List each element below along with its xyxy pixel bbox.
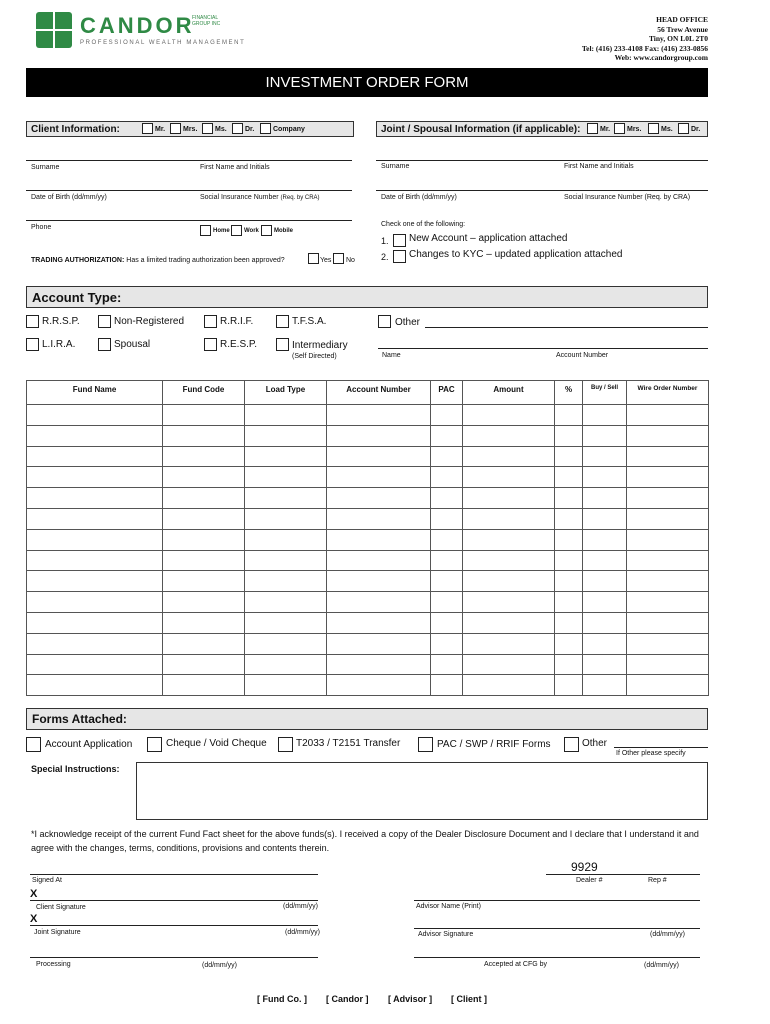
non-registered-label: Non-Registered	[114, 316, 185, 327]
fund-table-cell[interactable]	[431, 425, 463, 446]
client-mr-checkbox[interactable]	[142, 123, 153, 134]
fund-table-cell[interactable]	[27, 633, 163, 654]
new-account-label: New Account – application attached	[409, 233, 568, 244]
fund-table-cell[interactable]	[583, 550, 627, 571]
joint-surname-label: Surname	[381, 163, 410, 170]
client-mr-label: Mr.	[155, 126, 166, 133]
table-row	[27, 405, 709, 426]
trading-yes-checkbox[interactable]	[308, 253, 319, 264]
fund-table-cell[interactable]	[245, 488, 327, 509]
fund-table-cell[interactable]	[163, 405, 245, 426]
fund-table-cell[interactable]	[583, 467, 627, 488]
joint-mr-checkbox[interactable]	[587, 123, 598, 134]
processing-line[interactable]	[30, 957, 318, 958]
trading-no-label: No	[346, 257, 355, 264]
col-buy-sell: Buy / Sell	[583, 381, 627, 405]
advisor-name-label: Advisor Name (Print)	[416, 903, 481, 910]
fund-table-cell[interactable]	[463, 592, 555, 613]
fund-table-cell[interactable]	[431, 654, 463, 675]
fund-table-cell[interactable]	[327, 654, 431, 675]
fund-table-cell[interactable]	[245, 425, 327, 446]
fund-table-cell[interactable]	[463, 675, 555, 696]
client-dr-checkbox[interactable]	[232, 123, 243, 134]
fund-table-cell[interactable]	[327, 612, 431, 633]
dealer-label: Dealer #	[576, 877, 603, 884]
processing-label: Processing	[36, 961, 71, 968]
col-percent: %	[555, 381, 583, 405]
fund-table-cell[interactable]	[163, 425, 245, 446]
signed-at-label: Signed At	[32, 877, 62, 884]
fund-table-cell[interactable]	[431, 571, 463, 592]
phone-home-label: Home	[213, 228, 230, 234]
client-dr-label: Dr.	[245, 126, 255, 133]
client-dob-label: Date of Birth (dd/mm/yy)	[31, 194, 107, 201]
pac-swp-label: PAC / SWP / RRIF Forms	[437, 739, 551, 750]
fund-table-cell[interactable]	[463, 529, 555, 550]
resp-checkbox[interactable]	[204, 338, 217, 351]
joint-name-line[interactable]	[376, 160, 708, 161]
lira-label: L.I.R.A.	[42, 339, 76, 350]
fund-table-cell[interactable]	[163, 467, 245, 488]
fund-table-cell[interactable]	[555, 571, 583, 592]
fund-table-cell[interactable]	[555, 550, 583, 571]
accepted-line[interactable]	[414, 957, 700, 958]
col-wire-order: Wire Order Number	[627, 381, 709, 405]
fund-table-cell[interactable]	[627, 550, 709, 571]
other-form-note: If Other please specify	[616, 750, 686, 757]
fund-table-cell[interactable]	[463, 550, 555, 571]
fund-table-cell[interactable]	[327, 633, 431, 654]
other-form-line[interactable]	[614, 747, 708, 748]
fund-table-cell[interactable]	[245, 592, 327, 613]
client-phone-line[interactable]	[26, 220, 352, 221]
forms-attached-bar	[26, 708, 708, 730]
phone-work-checkbox[interactable]	[231, 225, 242, 236]
fund-table-cell[interactable]	[27, 675, 163, 696]
client-ms-label: Ms.	[215, 126, 227, 133]
col-pac: PAC	[431, 381, 463, 405]
fund-table-cell[interactable]	[27, 592, 163, 613]
signed-at-line[interactable]	[30, 874, 318, 875]
fund-table-cell[interactable]	[327, 550, 431, 571]
processing-date-label: (dd/mm/yy)	[202, 962, 237, 969]
fund-table-cell[interactable]	[431, 612, 463, 633]
fund-table-cell[interactable]	[27, 488, 163, 509]
fund-table-cell[interactable]	[245, 405, 327, 426]
client-name-line[interactable]	[26, 160, 352, 161]
table-row	[27, 467, 709, 488]
client-mrs-label: Mrs.	[183, 126, 198, 133]
copy-client: [ Client ]	[451, 994, 487, 1004]
advisor-date-label: (dd/mm/yy)	[650, 931, 685, 938]
client-surname-label: Surname	[31, 164, 60, 171]
table-row	[27, 425, 709, 446]
trading-authorization: TRADING AUTHORIZATION: Has a limited trading authorization been approved?	[31, 257, 285, 264]
account-application-label: Account Application	[45, 739, 133, 750]
fund-table-cell[interactable]	[245, 529, 327, 550]
fund-table-cell[interactable]	[163, 529, 245, 550]
fund-table-cell[interactable]	[583, 633, 627, 654]
fund-table-cell[interactable]	[327, 467, 431, 488]
kyc-change-checkbox[interactable]	[393, 250, 406, 263]
acknowledgement-text: *I acknowledge receipt of the current Fund Fact sheet for the above funds(s). I received a copy of the Dealer Disclosure Document and I declare that I understand it and agree with the changes, terms, conditions, provisions and contents therein.	[31, 829, 699, 853]
col-amount: Amount	[463, 381, 555, 405]
account-type-label: Account Type:	[32, 290, 122, 305]
fund-table-cell[interactable]	[583, 405, 627, 426]
lira-checkbox[interactable]	[26, 338, 39, 351]
fund-table-cell[interactable]	[327, 425, 431, 446]
fund-table-cell[interactable]	[431, 488, 463, 509]
fund-table-cell[interactable]	[627, 488, 709, 509]
fund-table-cell[interactable]	[431, 675, 463, 696]
joint-mrs-label: Mrs.	[627, 126, 642, 133]
fund-table-cell[interactable]	[627, 633, 709, 654]
joint-ms-checkbox[interactable]	[648, 123, 659, 134]
joint-sin-label: Social Insurance Number (Req. by CRA)	[564, 194, 691, 201]
fund-table-cell[interactable]	[27, 446, 163, 467]
accepted-date-label: (dd/mm/yy)	[644, 962, 679, 969]
fund-table-cell[interactable]	[327, 529, 431, 550]
fund-table-cell[interactable]	[627, 467, 709, 488]
fund-table-cell[interactable]	[327, 405, 431, 426]
fund-table-cell[interactable]	[627, 654, 709, 675]
fund-table-cell[interactable]	[583, 508, 627, 529]
copy-advisor: [ Advisor ]	[388, 994, 433, 1004]
fund-table-cell[interactable]	[245, 675, 327, 696]
client-sin-label: Social Insurance Number (Req. by CRA)	[200, 194, 320, 201]
fund-table-cell[interactable]	[245, 446, 327, 467]
account-application-checkbox[interactable]	[26, 737, 41, 752]
fund-table-cell[interactable]	[27, 571, 163, 592]
fund-table-cell[interactable]	[463, 654, 555, 675]
other-form-label: Other	[582, 738, 608, 749]
fund-table-cell[interactable]	[327, 571, 431, 592]
fund-table-cell[interactable]	[245, 550, 327, 571]
fund-table-cell[interactable]	[327, 508, 431, 529]
fund-table-cell[interactable]	[163, 508, 245, 529]
col-fund-name: Fund Name	[27, 381, 163, 405]
joint-check-one: Check one of the following:	[381, 221, 466, 228]
fund-table-cell[interactable]	[555, 612, 583, 633]
cheque-label: Cheque / Void Cheque	[166, 738, 267, 749]
fund-table-cell[interactable]	[555, 446, 583, 467]
fund-table-cell[interactable]	[431, 592, 463, 613]
phone-work-label: Work	[244, 228, 259, 234]
fund-table-cell[interactable]	[555, 508, 583, 529]
other-account-label: Other	[395, 317, 421, 328]
phone-home-checkbox[interactable]	[200, 225, 211, 236]
dealer-number-value[interactable]: 9929	[571, 860, 598, 874]
fund-table-cell[interactable]	[627, 425, 709, 446]
fund-table-cell[interactable]	[163, 446, 245, 467]
table-row	[27, 446, 709, 467]
cheque-checkbox[interactable]	[147, 737, 162, 752]
fund-table-cell[interactable]	[27, 612, 163, 633]
advisor-name-line[interactable]	[414, 900, 700, 901]
fund-table-cell[interactable]	[555, 488, 583, 509]
other-name-line[interactable]	[378, 348, 708, 349]
non-registered-checkbox[interactable]	[98, 315, 111, 328]
special-instructions-label: Special Instructions:	[31, 764, 120, 774]
special-instructions-box[interactable]	[136, 762, 708, 820]
fund-table-cell[interactable]	[555, 405, 583, 426]
fund-table-cell[interactable]	[583, 654, 627, 675]
rep-label: Rep #	[648, 877, 667, 884]
copy-candor: [ Candor ]	[326, 994, 369, 1004]
joint-ms-label: Ms.	[661, 126, 673, 133]
joint-date-label: (dd/mm/yy)	[285, 929, 320, 936]
fund-table-cell[interactable]	[627, 571, 709, 592]
fund-table-cell[interactable]	[627, 405, 709, 426]
phone-mobile-checkbox[interactable]	[261, 225, 272, 236]
trading-yes-label: Yes	[320, 257, 332, 264]
client-first-name-label: First Name and Initials	[200, 164, 270, 171]
fund-table-cell[interactable]	[627, 612, 709, 633]
table-row	[27, 592, 709, 613]
resp-label: R.E.S.P.	[220, 339, 258, 350]
transfer-label: T2033 / T2151 Transfer	[296, 738, 401, 749]
fund-table-cell[interactable]	[163, 654, 245, 675]
fund-table-cell[interactable]	[583, 675, 627, 696]
logo-mark-icon	[36, 12, 72, 48]
fund-table-cell[interactable]	[163, 592, 245, 613]
logo-sub: FINANCIAL GROUP INC	[192, 15, 221, 27]
fund-table-cell[interactable]	[245, 467, 327, 488]
fund-table-cell[interactable]	[163, 550, 245, 571]
fund-table-cell[interactable]	[463, 446, 555, 467]
fund-table-cell[interactable]	[327, 446, 431, 467]
client-company-checkbox[interactable]	[260, 123, 271, 134]
fund-table-cell[interactable]	[431, 508, 463, 529]
fund-table-cell[interactable]	[555, 592, 583, 613]
client-date-label: (dd/mm/yy)	[283, 903, 318, 910]
joint-option2-num: 2.	[381, 252, 389, 262]
fund-table-cell[interactable]	[627, 675, 709, 696]
client-dob-line[interactable]	[26, 190, 352, 191]
table-row	[27, 675, 709, 696]
client-info-label: Client Information:	[31, 124, 120, 135]
joint-dob-label: Date of Birth (dd/mm/yy)	[381, 194, 457, 201]
other-account-number-label: Account Number	[556, 352, 609, 359]
col-fund-code: Fund Code	[163, 381, 245, 405]
account-type-bar	[26, 286, 708, 308]
spousal-label: Spousal	[114, 339, 151, 350]
logo-name: CANDOR	[80, 13, 195, 38]
table-row	[27, 550, 709, 571]
fund-table-cell[interactable]	[463, 571, 555, 592]
logo-tagline: PROFESSIONAL WEALTH MANAGEMENT	[80, 40, 246, 46]
client-phone-label: Phone	[31, 224, 52, 231]
table-row	[27, 488, 709, 509]
fund-table-cell[interactable]	[463, 488, 555, 509]
joint-signature-line[interactable]	[30, 925, 318, 926]
col-account-number: Account Number	[327, 381, 431, 405]
joint-dob-line[interactable]	[376, 190, 708, 191]
fund-table-cell[interactable]	[163, 488, 245, 509]
fund-table-cell[interactable]	[163, 571, 245, 592]
transfer-checkbox[interactable]	[278, 737, 293, 752]
joint-dr-checkbox[interactable]	[678, 123, 689, 134]
kyc-change-label: Changes to KYC – updated application attached	[409, 249, 623, 260]
fund-table-cell[interactable]	[555, 425, 583, 446]
fund-table-cell[interactable]	[327, 592, 431, 613]
fund-table-cell[interactable]	[245, 508, 327, 529]
joint-first-name-label: First Name and Initials	[564, 163, 634, 170]
fund-table-cell[interactable]	[27, 529, 163, 550]
fund-table-cell[interactable]	[555, 633, 583, 654]
client-signature-line[interactable]	[30, 900, 318, 901]
fund-table-cell[interactable]	[163, 633, 245, 654]
rrsp-checkbox[interactable]	[26, 315, 39, 328]
fund-table-cell[interactable]	[583, 571, 627, 592]
new-account-checkbox[interactable]	[393, 234, 406, 247]
fund-table-cell[interactable]	[245, 633, 327, 654]
client-ms-checkbox[interactable]	[202, 123, 213, 134]
fund-table	[26, 380, 709, 696]
fund-table-cell[interactable]	[555, 654, 583, 675]
fund-table-cell[interactable]	[431, 550, 463, 571]
client-signature-label: Client Signature	[36, 904, 86, 911]
fund-table-cell[interactable]	[463, 633, 555, 654]
dealer-rep-line[interactable]	[546, 874, 700, 875]
joint-dr-label: Dr.	[691, 126, 701, 133]
joint-mrs-checkbox[interactable]	[614, 123, 625, 134]
fund-table-cell[interactable]	[431, 633, 463, 654]
table-row	[27, 571, 709, 592]
fund-table-cell[interactable]	[163, 675, 245, 696]
fund-table-cell[interactable]	[583, 488, 627, 509]
fund-table-cell[interactable]	[463, 508, 555, 529]
fund-table-cell[interactable]	[627, 592, 709, 613]
fund-table-cell[interactable]	[627, 508, 709, 529]
fund-table-cell[interactable]	[27, 405, 163, 426]
advisor-signature-line[interactable]	[414, 928, 700, 929]
fund-table-cell[interactable]	[627, 446, 709, 467]
tfsa-checkbox[interactable]	[276, 315, 289, 328]
self-directed-label: (Self Directed)	[292, 353, 337, 360]
fund-table-cell[interactable]	[555, 467, 583, 488]
joint-mr-label: Mr.	[600, 126, 611, 133]
fund-table-cell[interactable]	[327, 488, 431, 509]
fund-table-cell[interactable]	[163, 612, 245, 633]
fund-table-cell[interactable]	[27, 508, 163, 529]
form-title: INVESTMENT ORDER FORM	[26, 68, 708, 97]
joint-info-label: Joint / Spousal Information (if applicable):	[381, 124, 581, 135]
rrsp-label: R.R.S.P.	[42, 316, 80, 327]
tfsa-label: T.F.S.A.	[292, 316, 327, 327]
intermediary-label: Intermediary	[292, 340, 348, 351]
fund-table-cell[interactable]	[27, 550, 163, 571]
table-row	[27, 654, 709, 675]
table-row	[27, 529, 709, 550]
head-office-address: HEAD OFFICE 56 Trew Avenue Tiny, ON L0L 2T0 Tel: (416) 233-4108 Fax: (416) 233-0856 Web: www.candorgroup.com	[581, 15, 708, 62]
spousal-checkbox[interactable]	[98, 338, 111, 351]
fund-table-cell[interactable]	[463, 405, 555, 426]
joint-option1-num: 1.	[381, 236, 389, 246]
rrif-label: R.R.I.F.	[220, 316, 254, 327]
table-row	[27, 612, 709, 633]
other-form-checkbox[interactable]	[564, 737, 579, 752]
joint-signature-label: Joint Signature	[34, 929, 81, 936]
copy-fund-co: [ Fund Co. ]	[257, 994, 307, 1004]
client-mrs-checkbox[interactable]	[170, 123, 181, 134]
other-name-label: Name	[382, 352, 401, 359]
fund-table-header	[27, 381, 709, 405]
fund-table-cell[interactable]	[583, 529, 627, 550]
fund-table-cell[interactable]	[583, 446, 627, 467]
other-account-line[interactable]	[425, 327, 708, 328]
fund-table-cell[interactable]	[245, 612, 327, 633]
fund-table-cell[interactable]	[27, 654, 163, 675]
fund-table-cell[interactable]	[431, 467, 463, 488]
fund-table-cell[interactable]	[245, 654, 327, 675]
fund-table-cell[interactable]	[431, 405, 463, 426]
fund-table-cell[interactable]	[431, 529, 463, 550]
rrif-checkbox[interactable]	[204, 315, 217, 328]
fund-table-cell[interactable]	[583, 425, 627, 446]
forms-attached-label: Forms Attached:	[32, 712, 127, 726]
joint-sign-x: X	[30, 913, 38, 925]
fund-table-cell[interactable]	[627, 529, 709, 550]
fund-table-cell[interactable]	[463, 612, 555, 633]
fund-table-cell[interactable]	[327, 675, 431, 696]
fund-table-cell[interactable]	[27, 425, 163, 446]
intermediary-checkbox[interactable]	[276, 338, 289, 351]
other-account-checkbox[interactable]	[378, 315, 391, 328]
col-load-type: Load Type	[245, 381, 327, 405]
accepted-label: Accepted at CFG by	[484, 961, 548, 968]
fund-table-cell[interactable]	[583, 592, 627, 613]
fund-table-cell[interactable]	[555, 675, 583, 696]
trading-no-checkbox[interactable]	[333, 253, 344, 264]
phone-mobile-label: Mobile	[274, 228, 293, 234]
fund-table-cell[interactable]	[463, 425, 555, 446]
fund-table-cell[interactable]	[583, 612, 627, 633]
advisor-signature-label: Advisor Signature	[418, 931, 474, 938]
table-row	[27, 508, 709, 529]
client-sign-x: X	[30, 888, 38, 900]
pac-swp-checkbox[interactable]	[418, 737, 433, 752]
fund-table-cell[interactable]	[431, 446, 463, 467]
client-company-label: Company	[273, 126, 305, 133]
table-row	[27, 633, 709, 654]
fund-table-cell[interactable]	[27, 467, 163, 488]
fund-table-cell[interactable]	[555, 529, 583, 550]
fund-table-cell[interactable]	[245, 571, 327, 592]
fund-table-cell[interactable]	[463, 467, 555, 488]
